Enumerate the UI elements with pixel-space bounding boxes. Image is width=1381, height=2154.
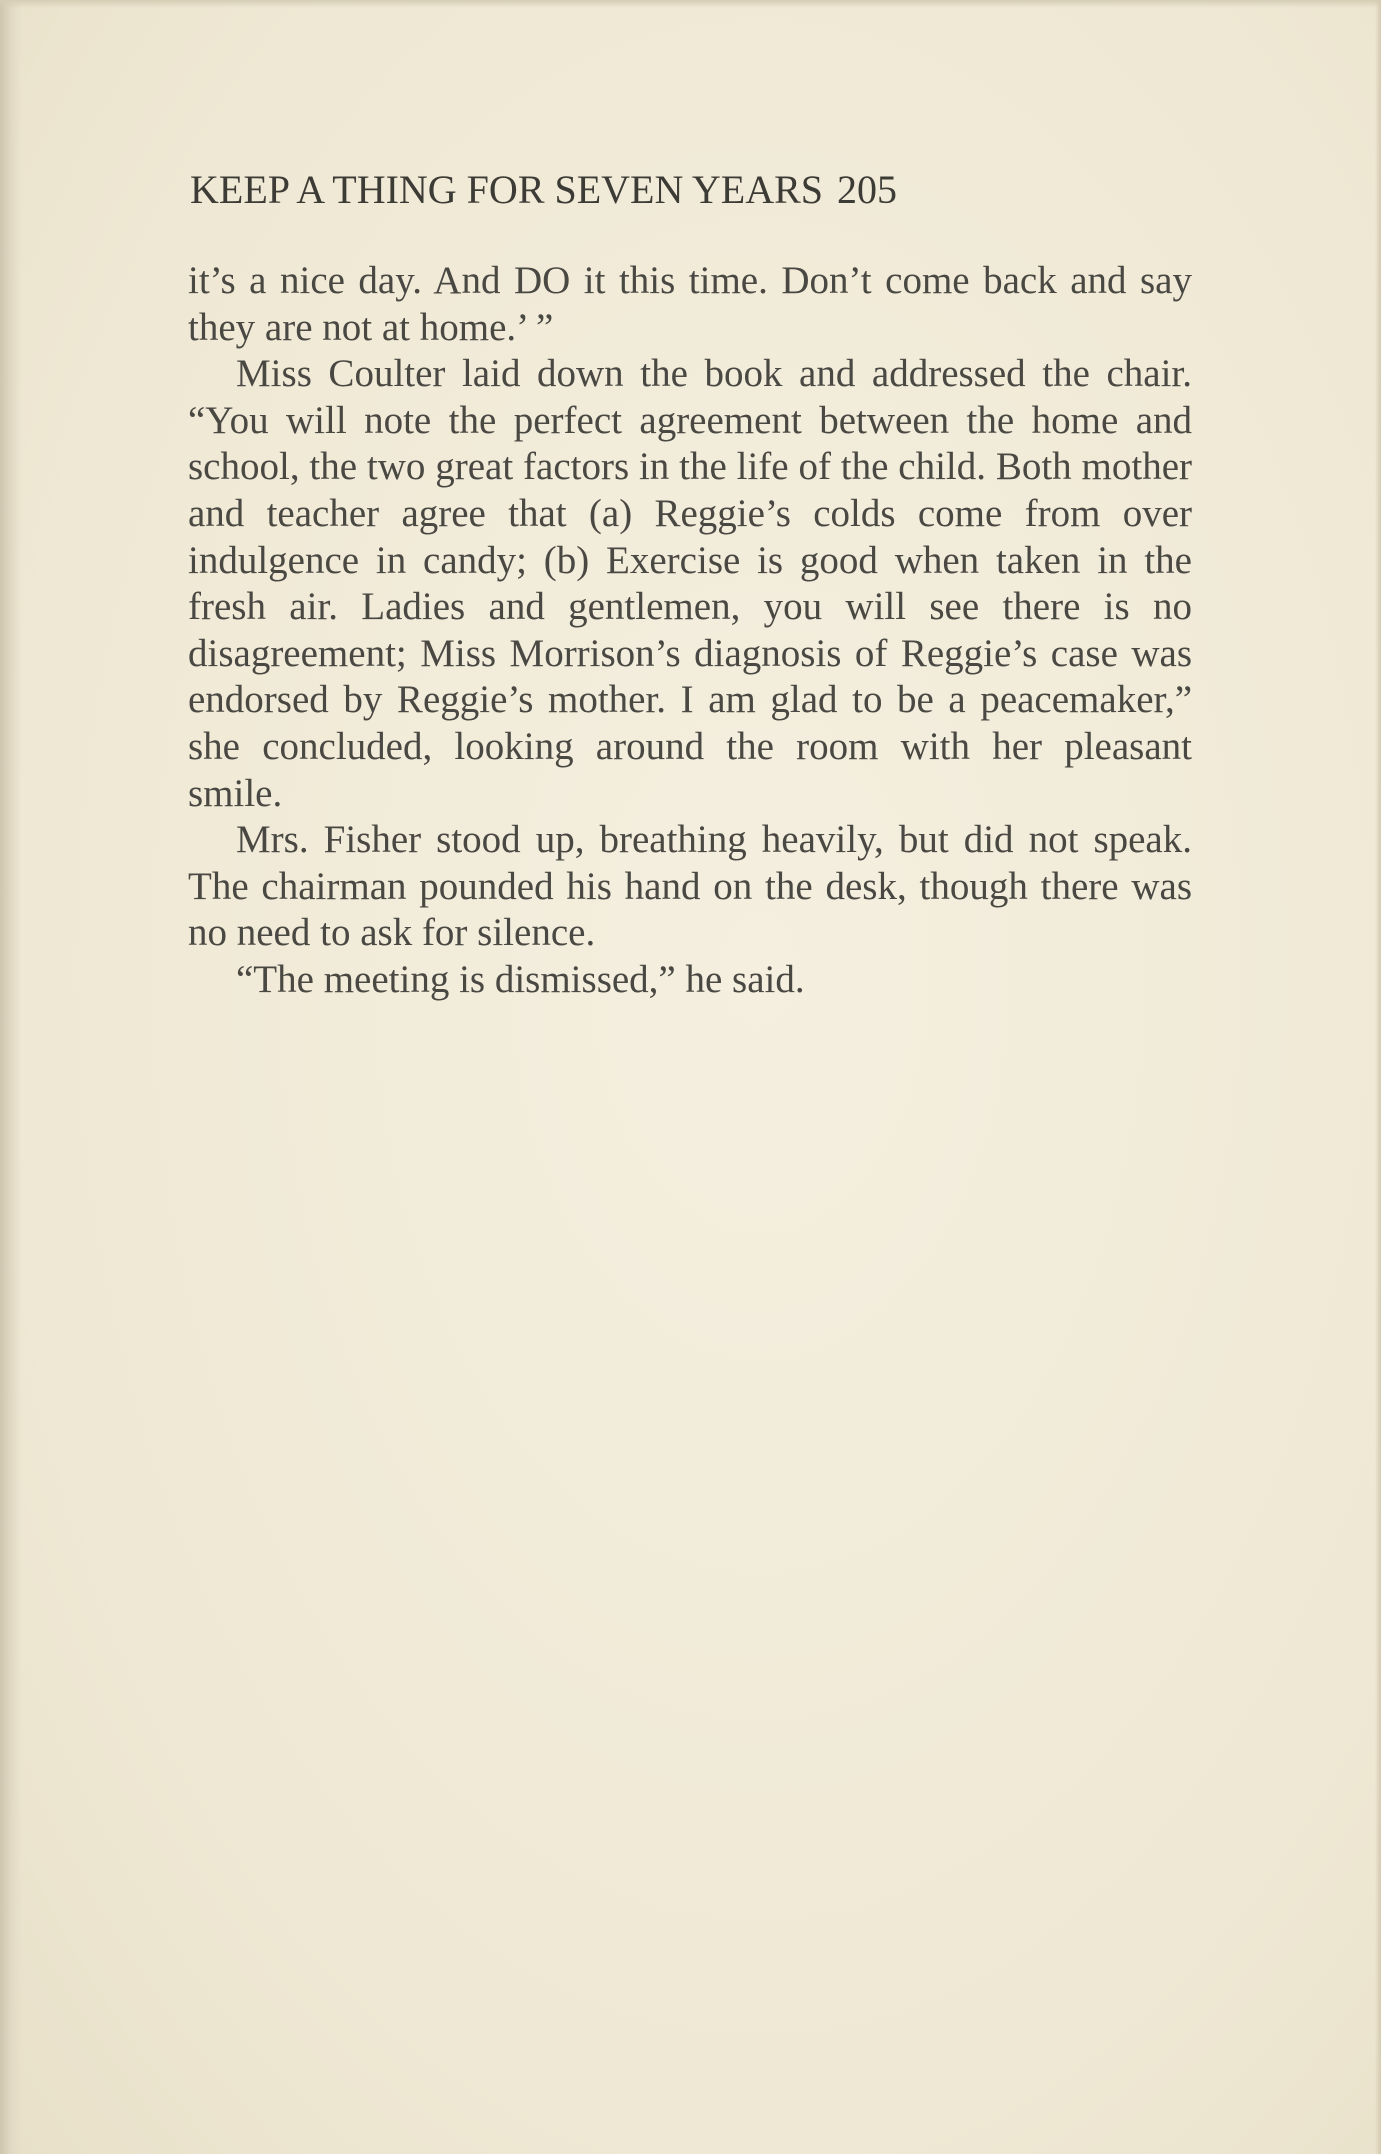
running-head xyxy=(190,160,1190,220)
body-text xyxy=(188,258,1192,1004)
page-number: 205 xyxy=(837,167,898,212)
page-left-edge xyxy=(0,0,22,2154)
paragraph: “The meeting is dismissed,” he said. xyxy=(236,957,805,1001)
page-top-edge xyxy=(0,0,1381,8)
paragraph: Miss Coulter laid down the book and addressed the chair. “You will note the perfect agreement between the home and school, the two great factors in the life of the child. Both mother and teacher agree that (a) Reggie’s colds come from over indulgence in candy; (b) Exercise is good when taken in the fresh air. Ladies and gentlemen, you will see there is no disagreement; Miss Morrison’s diagnosis of Reggie’s case was endorsed by Reggie’s mother. I am glad to be a peacemaker,” she concluded, looking around the room with her pleasant smile. xyxy=(188,352,1192,815)
paragraph: Mrs. Fisher stood up, breathing heavily, but did not speak. The chairman pounded his hand on the desk, though there was no need to ask for silence. xyxy=(188,818,1192,955)
page-right-edge xyxy=(1375,0,1381,2154)
paragraph-continued: it’s a nice day. And DO it this time. Don’t come back and say they are not at home.’ ” xyxy=(188,259,1192,349)
running-head-title: KEEP A THING FOR SEVEN YEARS xyxy=(190,167,824,212)
